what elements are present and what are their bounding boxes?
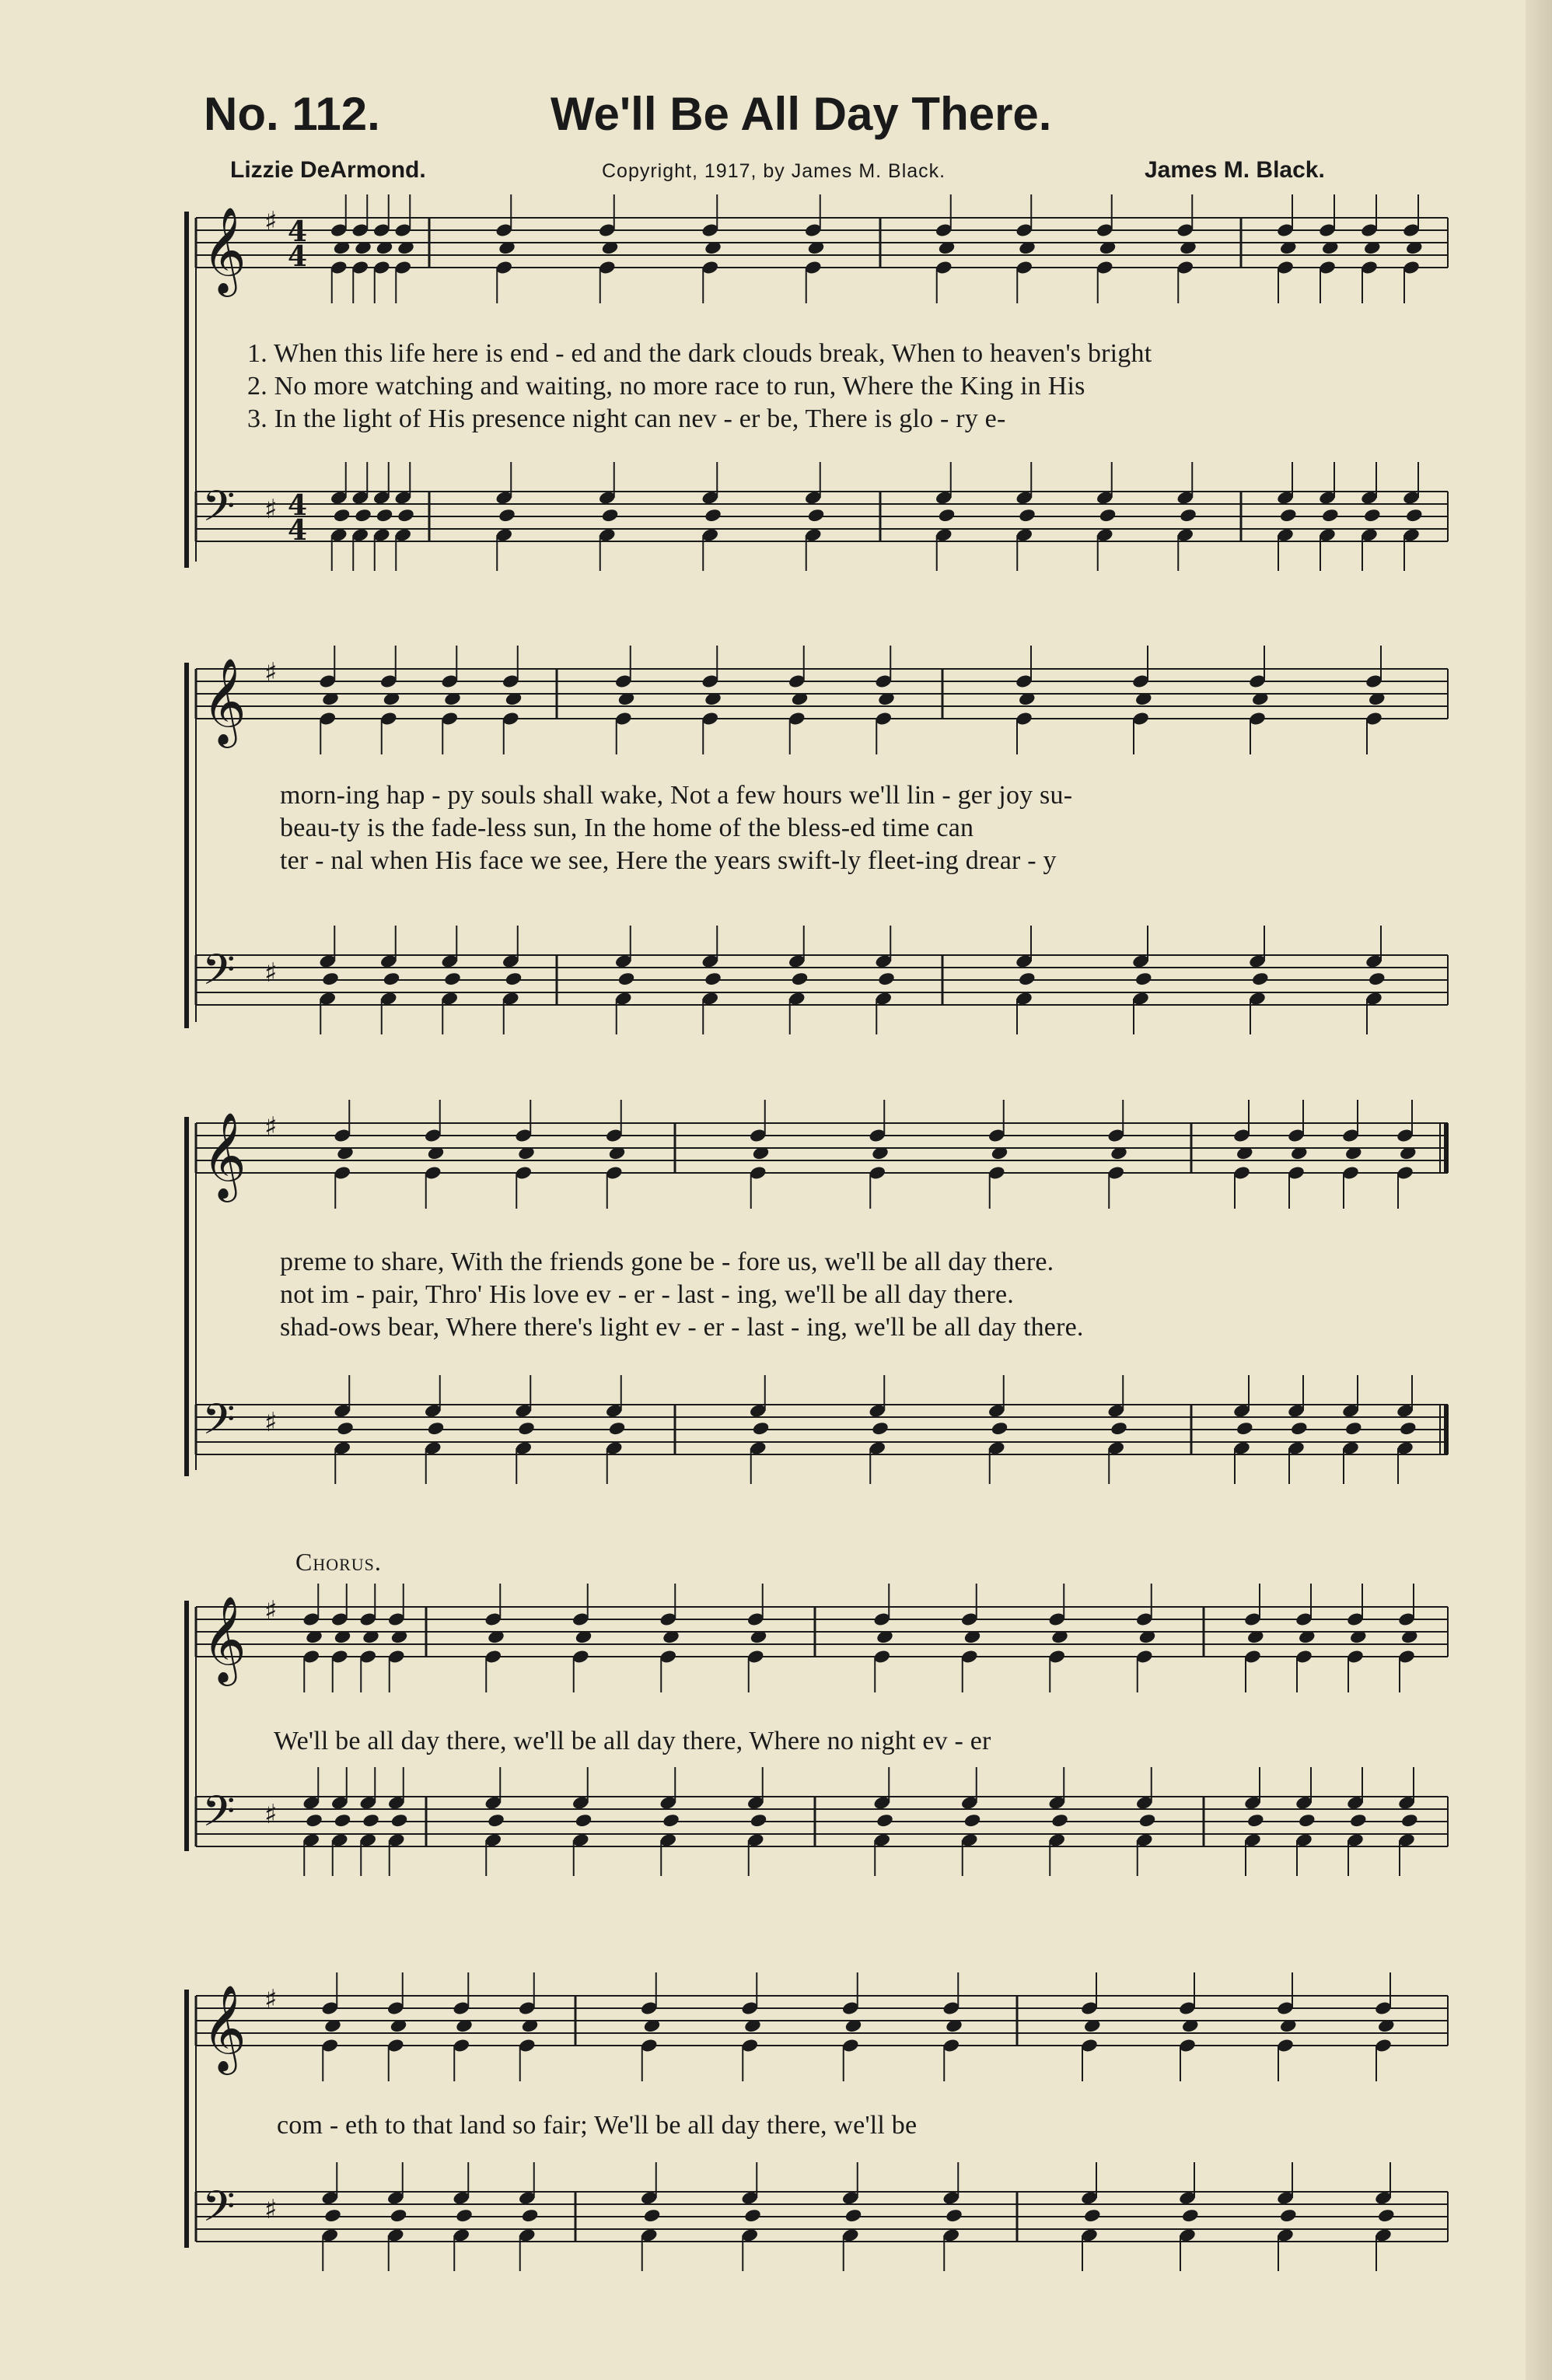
bass-clef-icon: 𝄢 xyxy=(202,1395,236,1454)
copyright-notice: Copyright, 1917, by James M. Black. xyxy=(602,160,946,182)
hymn-title: We'll Be All Day There. xyxy=(551,88,1052,140)
treble-clef-icon: 𝄞 xyxy=(202,657,246,744)
bass-clef-icon: 𝄢 xyxy=(202,945,236,1005)
key-signature-sharp-icon: ♯ xyxy=(264,1984,278,2015)
key-signature-sharp-icon: ♯ xyxy=(264,1111,278,1143)
key-signature-sharp-icon: ♯ xyxy=(264,494,278,525)
time-signature-top: 4 xyxy=(288,489,308,522)
key-signature-sharp-icon: ♯ xyxy=(264,657,278,688)
key-signature-sharp-icon: ♯ xyxy=(264,1595,278,1626)
chorus-line: com - eth to that land so fair; We'll be all day there, we'll be xyxy=(277,2111,918,2140)
key-signature-sharp-icon: ♯ xyxy=(264,206,278,237)
treble-clef-icon: 𝄞 xyxy=(202,206,246,293)
time-signature-bottom: 4 xyxy=(288,514,308,547)
verse-line: 3. In the light of His presence night can nev - er be, There is glo - ry e- xyxy=(247,404,1006,433)
verse-line: ter - nal when His face we see, Here the years swift-ly fleet-ing drear - y xyxy=(280,846,1057,875)
verse-line: morn-ing hap - py souls shall wake, Not a few hours we'll lin - ger joy su- xyxy=(280,781,1073,810)
time-signature-bottom: 4 xyxy=(288,240,308,273)
chorus-label: Chorus. xyxy=(295,1548,382,1576)
key-signature-sharp-icon: ♯ xyxy=(264,957,278,989)
verse-line: preme to share, With the friends gone be - fore us, we'll be all day there. xyxy=(280,1248,1054,1276)
verse-line: not im - pair, Thro' His love ev - er - last - ing, we'll be all day there. xyxy=(280,1280,1014,1309)
time-signature-top: 4 xyxy=(288,215,308,248)
bass-clef-icon: 𝄢 xyxy=(202,2182,236,2242)
chorus-line: We'll be all day there, we'll be all day there, Where no night ev - er xyxy=(274,1727,991,1755)
treble-clef-icon: 𝄞 xyxy=(202,1595,246,1682)
key-signature-sharp-icon: ♯ xyxy=(264,1799,278,1830)
composer-credit: James M. Black. xyxy=(1145,157,1325,183)
verse-line: 2. No more watching and waiting, no more race to run, Where the King in His xyxy=(247,372,1085,401)
bass-clef-icon: 𝄢 xyxy=(202,1787,236,1846)
key-signature-sharp-icon: ♯ xyxy=(264,2194,278,2225)
lyricist-credit: Lizzie DeArmond. xyxy=(230,157,426,183)
treble-clef-icon: 𝄞 xyxy=(202,1111,246,1199)
treble-clef-icon: 𝄞 xyxy=(202,1984,246,2071)
hymn-number: No. 112. xyxy=(204,88,380,140)
verse-line: beau-ty is the fade-less sun, In the home of the bless-ed time can xyxy=(280,814,974,842)
key-signature-sharp-icon: ♯ xyxy=(264,1407,278,1438)
verse-line: 1. When this life here is end - ed and the dark clouds break, When to heaven's bright xyxy=(247,339,1152,368)
bass-clef-icon: 𝄢 xyxy=(202,481,236,541)
verse-line: shad-ows bear, Where there's light ev - er - last - ing, we'll be all day there. xyxy=(280,1313,1084,1342)
